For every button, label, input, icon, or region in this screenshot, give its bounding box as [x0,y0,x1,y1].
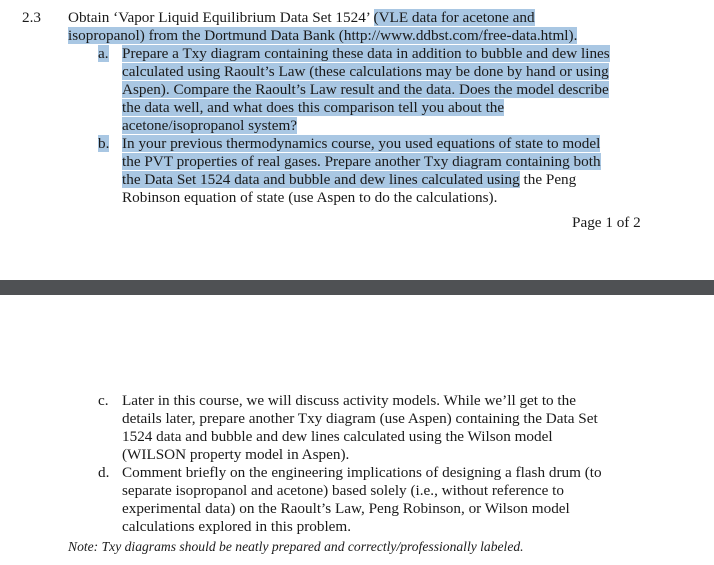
part-c-label: c. [98,392,109,409]
part-d-line: calculations explored in this problem. [122,518,352,535]
part-a-line [122,117,297,135]
selected-text[interactable]: the PVT properties of real gases. Prepare another Txy diagram containing both [122,153,601,170]
part-b-line: Robinson equation of state (use Aspen to do the calculations). [122,189,498,206]
part-a-line [122,99,504,117]
intro-text: Obtain ‘Vapor Liquid Equilibrium Data Set 1524’ [68,9,374,26]
selected-text[interactable]: (VLE data for acetone and [373,9,535,26]
selected-text[interactable]: In your previous thermodynamics course, you used equations of state to model [122,135,601,152]
part-c-line: Later in this course, we will discuss activity models. While we’ll get to the [122,392,576,409]
part-d-line: separate isopropanol and acetone) based solely (i.e., without reference to [122,482,564,499]
part-b-line [122,171,576,189]
document-page-1 [0,0,714,280]
part-a-line [122,45,610,63]
selected-text[interactable]: the data well, and what does this comparison tell you about the [122,99,505,116]
part-a-line [122,81,609,99]
selected-text[interactable]: Aspen). Compare the Raoult’s Law result and the data. Does the model describe [122,81,609,98]
selected-text[interactable]: the Data Set 1524 data and bubble and dew lines calculated using [122,171,520,188]
page-separator [0,280,714,295]
selected-text[interactable]: calculated using Raoult’s Law (these calculations may be done by hand or using [122,63,609,80]
part-c-line: (WILSON property model in Aspen). [122,446,350,463]
part-b-text: the Peng [519,171,577,188]
question-number: 2.3 [22,9,41,26]
page-number: Page 1 of 2 [572,214,641,231]
part-d-label: d. [98,464,110,481]
part-a-line [122,63,609,81]
part-b-line [122,153,601,171]
selected-text[interactable]: isopropanol) from the Dortmund Data Bank (http://www.ddbst.com/free-data.html). [68,27,578,44]
part-a-label: a. [98,45,109,62]
part-b-label: b. [98,135,110,152]
selected-text[interactable]: Prepare a Txy diagram containing these data in addition to bubble and dew lines [122,45,610,62]
document-page-2 [0,295,714,565]
part-c-line: details later, prepare another Txy diagram (use Aspen) containing the Data Set [122,410,598,427]
intro-line-1 [68,9,535,27]
intro-line-2 [68,27,577,45]
part-d-line: experimental data) on the Raoult’s Law, Peng Robinson, or Wilson model [122,500,570,517]
part-d-line: Comment briefly on the engineering implications of designing a flash drum (to [122,464,602,481]
part-c-line: 1524 data and bubble and dew lines calculated using the Wilson model [122,428,553,445]
part-b-line [122,135,600,153]
footnote: Note: Txy diagrams should be neatly prepared and correctly/professionally labeled. [68,539,524,554]
selected-text[interactable]: acetone/isopropanol system? [122,117,298,134]
